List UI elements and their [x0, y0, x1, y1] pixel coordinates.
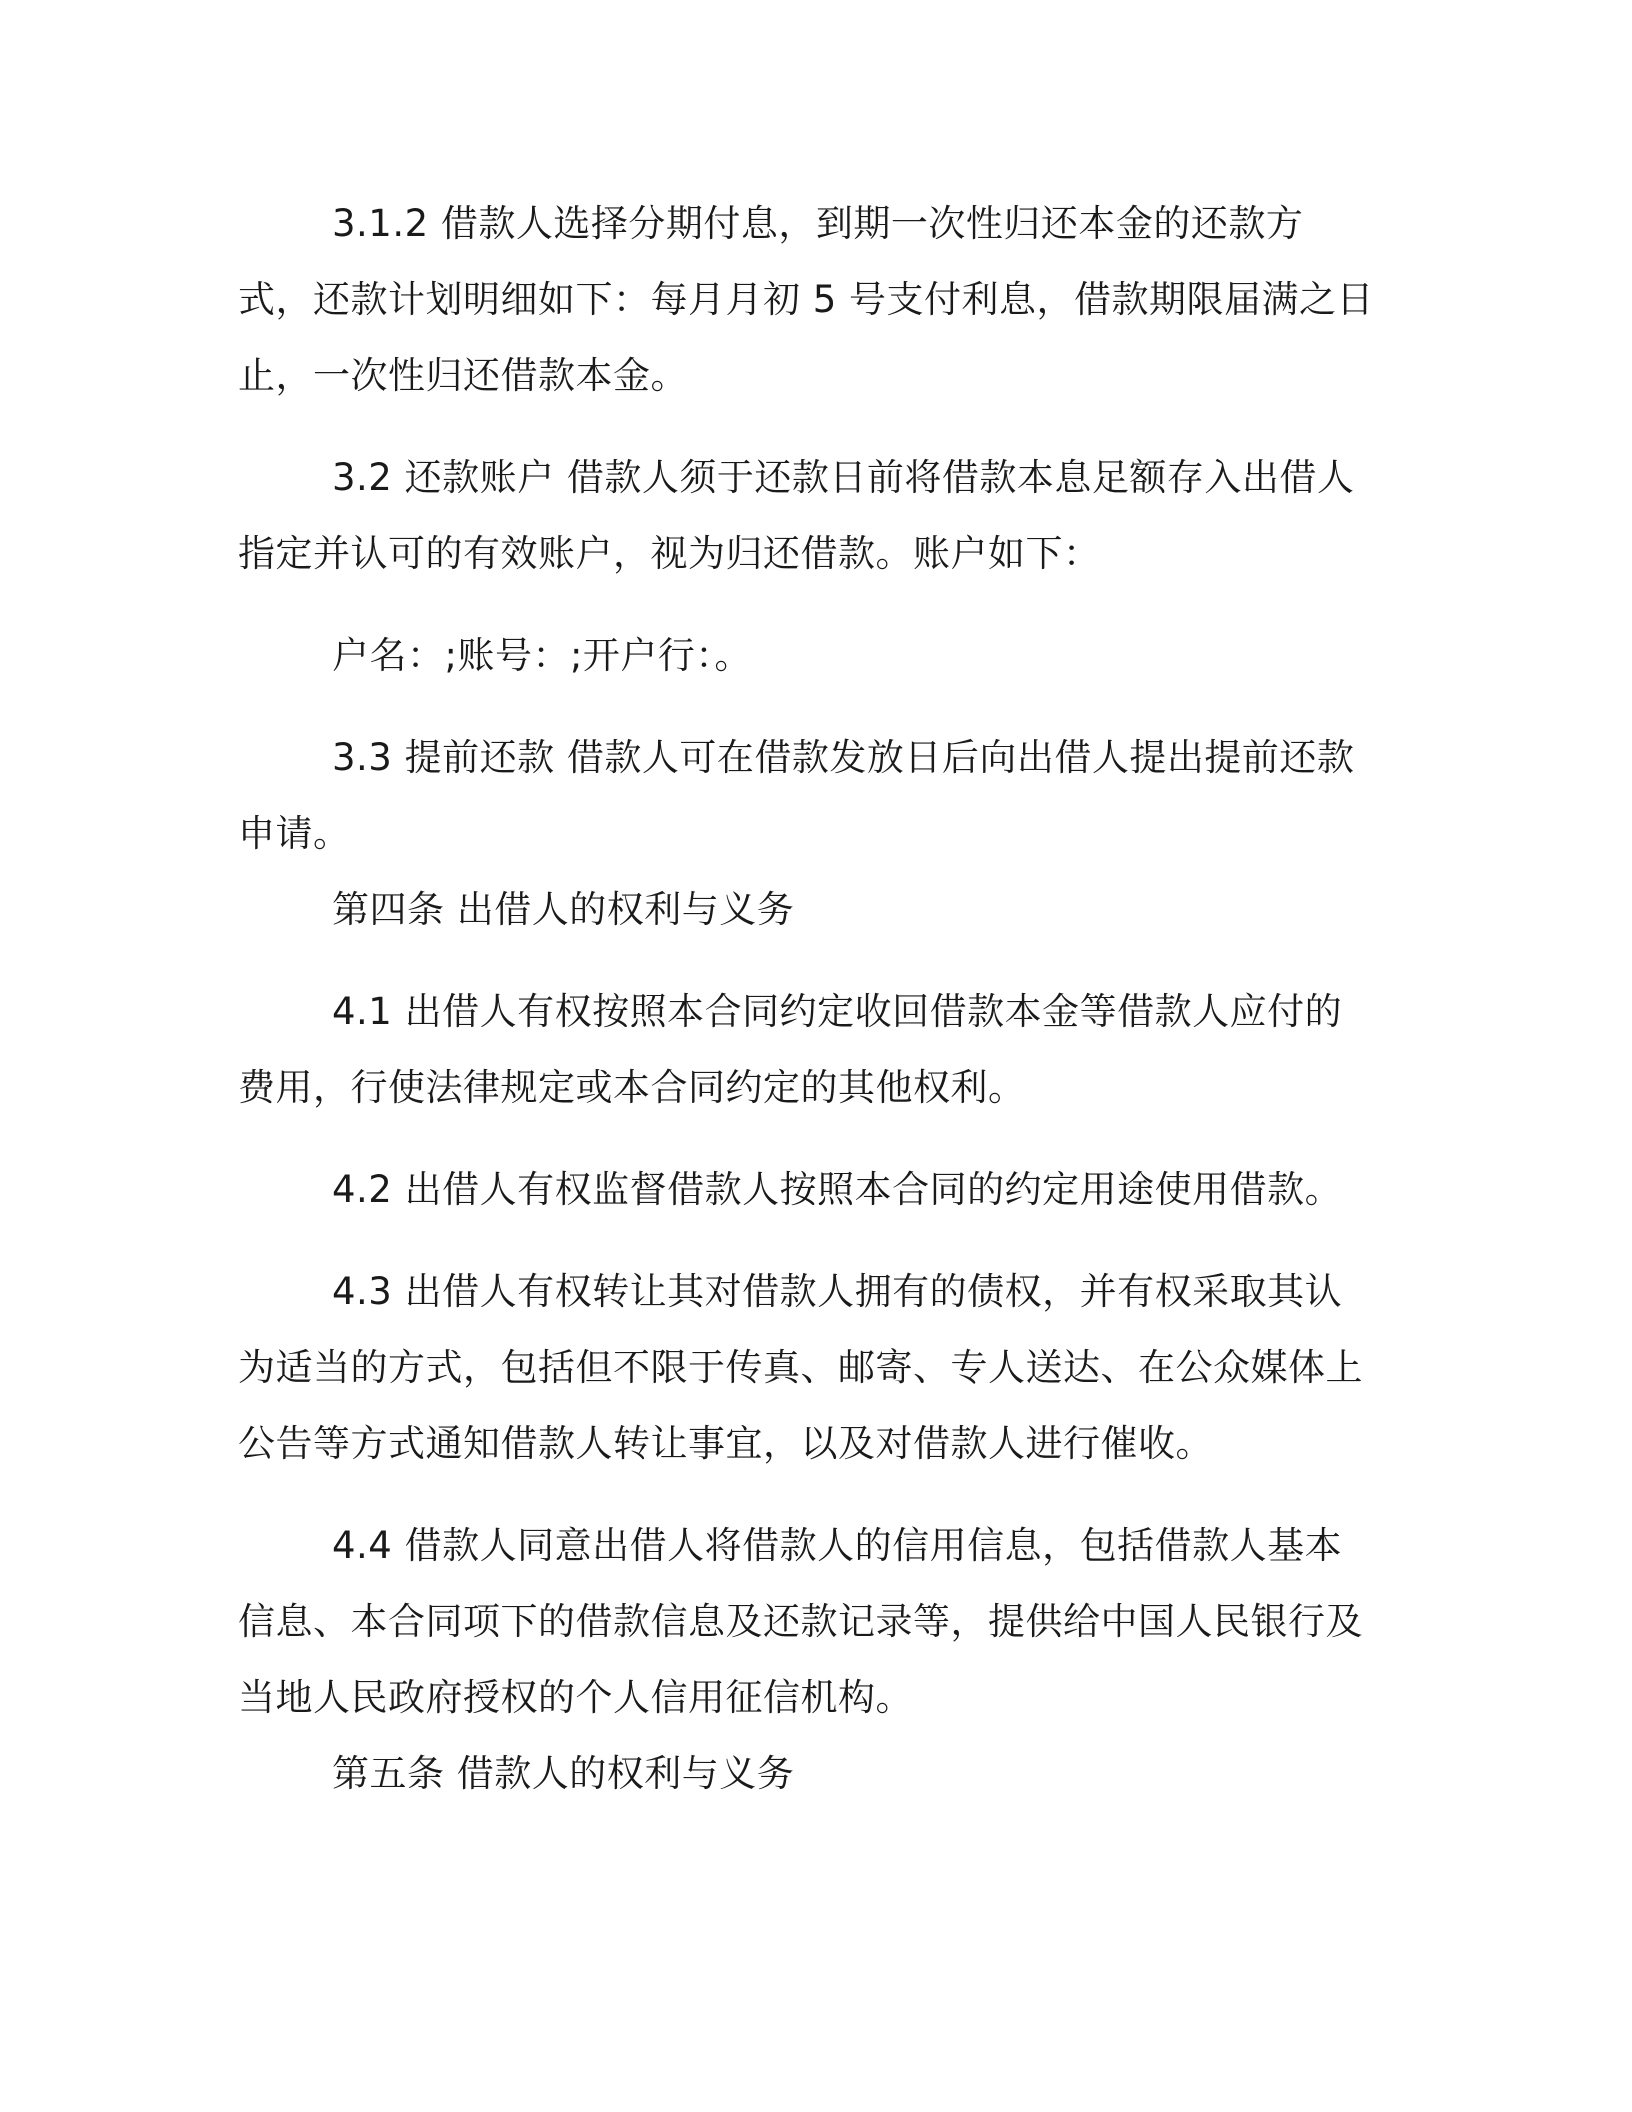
clause-4-4: 4.4 借款人同意出借人将借款人的信用信息，包括借款人基本信息、本合同项下的借款信息及还款记录等，提供给中国人民银行及当地人民政府授权的个人信用征信机构。 [238, 1524, 1363, 1719]
clause-3-2: 3.2 还款账户 借款人须于还款日前将借款本息足额存入出借人指定并认可的有效账户，视为归还借款。账户如下： [238, 456, 1355, 575]
document-body [238, 186, 1378, 1812]
clause-3-3: 3.3 提前还款 借款人可在借款发放日后向出借人提出提前还款申请。 [238, 736, 1355, 855]
clause-4-2: 4.2 出借人有权监督借款人按照本合同的约定用途使用借款。 [332, 1168, 1343, 1211]
clause-4-3: 4.3 出借人有权转让其对借款人拥有的债权，并有权采取其认为适当的方式，包括但不限于传真、邮寄、专人送达、在公众媒体上公告等方式通知借款人转让事宜，以及对借款人进行催收。 [238, 1270, 1363, 1465]
clause-3-1-2: 3.1.2 借款人选择分期付息，到期一次性归还本金的还款方式，还款计划明细如下：每月月初 5 号支付利息，借款期限届满之日止，一次性归还借款本金。 [238, 202, 1375, 397]
article-5-heading: 第五条 借款人的权利与义务 [332, 1752, 795, 1795]
article-4-heading: 第四条 出借人的权利与义务 [332, 888, 795, 931]
clause-4-1: 4.1 出借人有权按照本合同约定收回借款本金等借款人应付的费用，行使法律规定或本合同约定的其他权利。 [238, 990, 1343, 1109]
account-info: 户名：;账号：;开户行：。 [332, 634, 752, 677]
